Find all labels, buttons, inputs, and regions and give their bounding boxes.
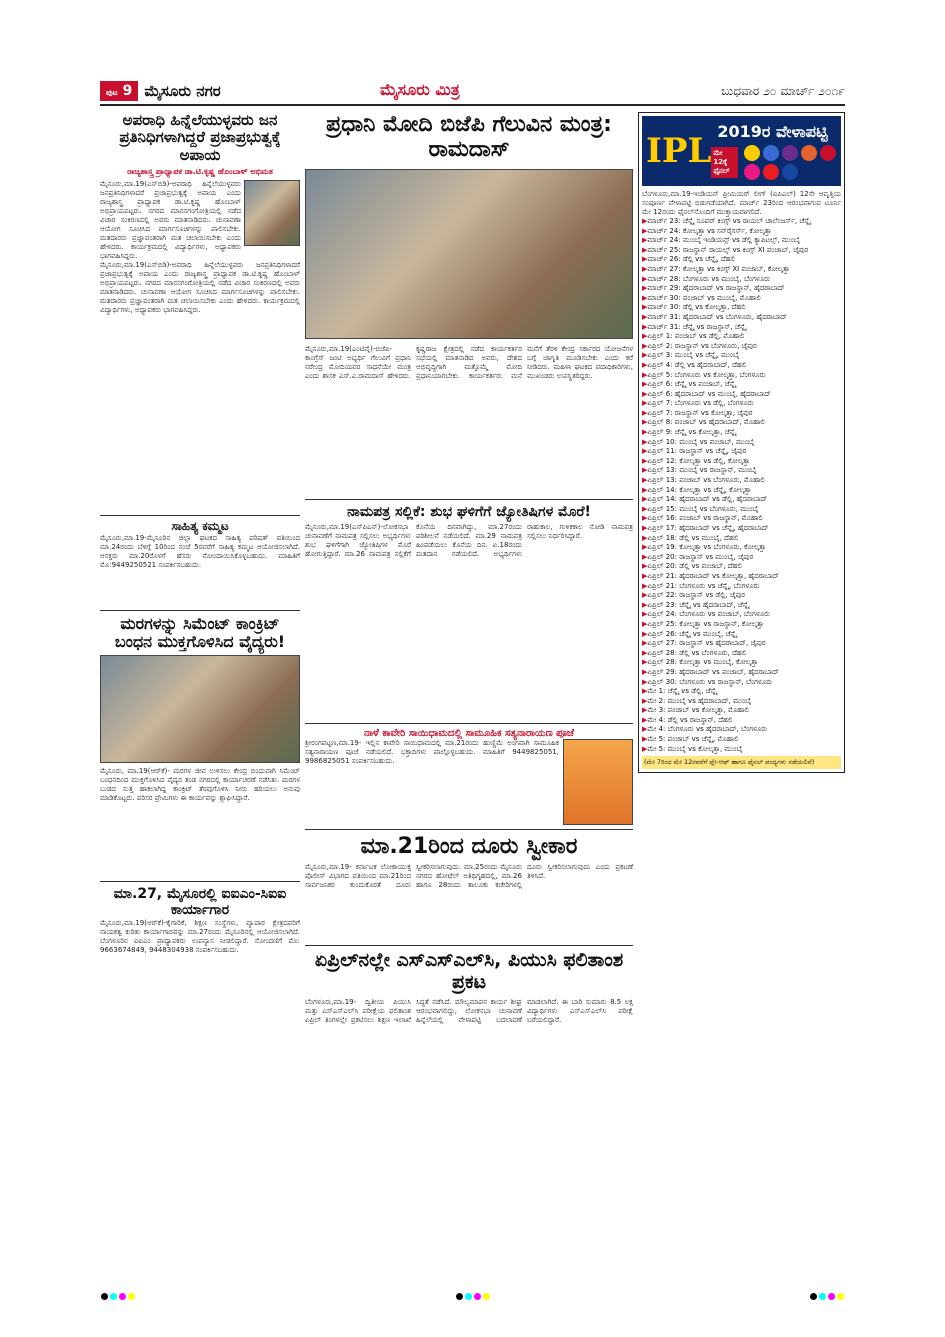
ipl-intro: ಬೆಂಗಳೂರು,ಮಾ.19-ಇಂಡಿಯನ್ ಪ್ರೀಮಿಯರ್ ಲೀಗ್ (ಐಪಿಎಲ್) 12ನೇ ಆವೃತ್ತಿಯ ಸಂಪೂರ್ಣ ವೇಳಾಪಟ್ಟಿ ಬಿಡುಗಡೆಯಾಗಿದೆ. ಮಾರ್ಚ್ 23ರಿಂದ ಆರಂಭವಾಗುವ ಟೂರ್ನಿ ಮೇ 12ರಂದು ಫೈನಲ್‌ನೊಂದಿಗೆ ಮುಕ್ತಾಯವಾಗಲಿದೆ. bbox=[642, 190, 844, 216]
schedule-item: ▶ ಏಪ್ರಿಲ್ 11: ರಾಜಸ್ಥಾನ್ vs ಚೆನ್ನೈ, ಜೈಪುರ bbox=[642, 447, 841, 457]
schedule-item: ▶ ಮೇ 1: ಚೆನ್ನೈ vs ಡೆಲ್ಲಿ, ಚೆನ್ನೈ bbox=[642, 687, 841, 697]
schedule-item: ▶ ಏಪ್ರಿಲ್ 29: ಹೈದರಾಬಾದ್ vs ಪಂಜಾಬ್, ಹೈದರಾಬಾದ್ bbox=[642, 668, 841, 678]
schedule-item: ▶ ಮಾರ್ಚ್ 31: ಹೈದರಾಬಾದ್ vs ಬೆಂಗಳೂರು, ಹೈದರಾಬಾದ್ bbox=[642, 313, 841, 323]
story-complaint-headline: ಮಾ.21ರಿಂದ ದೂರು ಸ್ವೀಕಾರ bbox=[360, 834, 578, 860]
schedule-item: ▶ ಏಪ್ರಿಲ್ 16: ಪಂಜಾಬ್ vs ರಾಜಸ್ಥಾನ್, ಮೊಹಾಲಿ bbox=[642, 514, 841, 524]
sai-baba-photo bbox=[563, 739, 633, 825]
story3-photo bbox=[100, 655, 300, 763]
registration-marks bbox=[100, 1285, 845, 1304]
final-badge: ಮೇ 12ಕ್ಕೆ ಫೈನಲ್ bbox=[711, 147, 738, 178]
team-logo-icon bbox=[782, 145, 798, 161]
schedule-item: ▶ ಏಪ್ರಿಲ್ 28: ಕೋಲ್ಕತ್ತಾ vs ಮುಂಬೈ, ಕೋಲ್ಕತ್ತಾ bbox=[642, 658, 841, 668]
schedule-item: ▶ ಏಪ್ರಿಲ್ 1: ಪಂಜಾಬ್ vs ಡೆಲ್ಲಿ, ಮೊಹಾಲಿ bbox=[642, 332, 841, 342]
schedule-item: ▶ ಮೇ 5: ಪಂಜಾಬ್ vs ಚೆನ್ನೈ, ಮೊಹಾಲಿ bbox=[642, 735, 841, 745]
page-number-badge: ಪುಟ 9 bbox=[100, 81, 138, 101]
schedule-item: ▶ ಏಪ್ರಿಲ್ 12: ಕೋಲ್ಕತ್ತಾ vs ಡೆಲ್ಲಿ, ಕೋಲ್ಕತ್ತಾ bbox=[642, 457, 841, 467]
portrait-photo bbox=[244, 180, 300, 246]
schedule-item: ▶ ಏಪ್ರಿಲ್ 18: ಡೆಲ್ಲಿ vs ಮುಂಬೈ, ದೆಹಲಿ bbox=[642, 534, 841, 544]
schedule-item: ▶ ಏಪ್ರಿಲ್ 6: ಹೈದರಾಬಾದ್ vs ಮುಂಬೈ, ಹೈದರಾಬಾದ್ bbox=[642, 390, 841, 400]
schedule-item: ▶ ಏಪ್ರಿಲ್ 30: ಬೆಂಗಳೂರು vs ರಾಜಸ್ಥಾನ್, ಬೆಂಗಳೂರು bbox=[642, 678, 841, 688]
story-complaint-body: ಮೈಸೂರು,ಮಾ.19- ಕರ್ನಾಟಕ ಲೋಕಾಯುಕ್ತ ಪೊಲೀಸ್ ವಿಭಾಗದ ವತಿಯಿಂದ ಮಾ.21ರಿಂದ ಸಾರ್ವಜನಿಕರ ಕುಂದುಕೊರತೆ ದೂರು ಸ್ವೀಕರಿಸಲಾಗುವುದು. ಮಾ.25ರಂದು ಮೈಸೂರು ನಗರದ ಹೋಟೆಲ್ ಅತಿಥಿಗೃಹದಲ್ಲಿ, ಮಾ.26 ಹಾಗೂ 28ರಂದು ತಾಲೂಕು ಕಚೇರಿಗಳಲ್ಲಿ ದೂರು ಸ್ವೀಕರಿಸಲಾಗುವುದು ಎಂದು ಪ್ರಕಟಣೆ ತಿಳಿಸಿದೆ. bbox=[305, 863, 636, 890]
schedule-item: ▶ ಏಪ್ರಿಲ್ 13: ಮುಂಬೈ vs ರಾಜಸ್ಥಾನ್, ಮುಂಬೈ bbox=[642, 466, 841, 476]
schedule-item: ▶ ಏಪ್ರಿಲ್ 20: ಡೆಲ್ಲಿ vs ಪಂಜಾಬ್, ದೆಹಲಿ bbox=[642, 562, 841, 572]
schedule-item: ▶ ಮೇ 3: ಪಂಜಾಬ್ vs ಕೋಲ್ಕತ್ತಾ, ಮೊಹಾಲಿ bbox=[642, 706, 841, 716]
team-logo-icon bbox=[763, 145, 779, 161]
schedule-item: ▶ ಮಾರ್ಚ್ 28: ಬೆಂಗಳೂರು vs ಮುಂಬೈ, ಬೆಂಗಳೂರು bbox=[642, 275, 841, 285]
schedule-item: ▶ ಏಪ್ರಿಲ್ 22: ರಾಜಸ್ಥಾನ್ vs ಡೆಲ್ಲಿ, ಜೈಪುರ bbox=[642, 591, 841, 601]
story4-body: ಮೈಸೂರು,ಮಾ.19(ಆರ್‌ಕೆ)-ಕೈಗಾರಿಕೆ, ಶಿಕ್ಷಣ ಸಂಸ್ಥೆಗಳು, ವ್ಯಾಪಾರ ಕ್ಷೇತ್ರದವರಿಗೆ ನಾಯಕತ್ವ ಕುರಿತು ಕಾರ್ಯಾಗಾರವನ್ನು ಮಾ.27ರಂದು ಮೈಸೂರಿನಲ್ಲಿ ಆಯೋಜಿಸಲಾಗಿದೆ. ಬೆಂಗಳೂರಿನ ಐಐಎಂ ಪ್ರಾಧ್ಯಾಪಕರು ಉಪನ್ಯಾಸ ನೀಡಲಿದ್ದಾರೆ. ನೋಂದಣಿಗೆ ಮೊ: 9663674849, 9448304938 ಸಂಪರ್ಕಿಸಬಹುದು. bbox=[100, 918, 303, 954]
schedule-item: ▶ ಏಪ್ರಿಲ್ 4: ಡೆಲ್ಲಿ vs ಹೈದರಾಬಾದ್, ದೆಹಲಿ bbox=[642, 361, 841, 371]
team-logo-icon bbox=[820, 145, 836, 161]
schedule-item: ▶ ಮೇ 5: ಮುಂಬೈ vs ಕೋಲ್ಕತ್ತಾ, ಮುಂಬೈ bbox=[642, 745, 841, 755]
schedule-item: ▶ ಮಾರ್ಚ್ 29: ಹೈದರಾಬಾದ್ vs ರಾಜಸ್ಥಾನ್, ಹೈದರಾಬಾದ್ bbox=[642, 284, 841, 294]
story-pooja-headline: ನಾಳೆ ಕಾವೇರಿ ಸಾಯಿಧಾಮದಲ್ಲಿ ಸಾಮೂಹಿಕ ಸತ್ಯನಾರಾಯಣ ಪೂಜೆ bbox=[363, 727, 575, 739]
ipl-banner bbox=[642, 116, 841, 186]
ipl-title: 2019ರ ವೇಳಾಪಟ್ಟಿ bbox=[717, 122, 828, 141]
schedule-item: ▶ ಏಪ್ರಿಲ್ 24: ಬೆಂಗಳೂರು vs ಪಂಜಾಬ್, ಬೆಂಗಳೂರು bbox=[642, 610, 841, 620]
story-nomination-headline: ನಾಮಪತ್ರ ಸಲ್ಲಿಕೆ: ಶುಭ ಘಳಿಗೆಗೆ ಜ್ಯೋತಿಷಿಗಳ ಮೊರೆ! bbox=[347, 503, 591, 520]
story-results-body: ಬೆಂಗಳೂರು,ಮಾ.19- ದ್ವಿತೀಯ ಪಿಯುಸಿ ಮತ್ತು ಎಸ್‌ಎಸ್‌ಎಲ್‌ಸಿ ಪರೀಕ್ಷೆಯ ಫಲಿತಾಂಶ ಏಪ್ರಿಲ್ ತಿಂಗಳಲ್ಲೇ ಪ್ರಕಟಿಸಲು ಶಿಕ್ಷಣ ಇಲಾಖೆ ಸಿದ್ಧತೆ ನಡೆಸಿದೆ. ಮೌಲ್ಯಮಾಪನ ಕಾರ್ಯ ಶೀಘ್ರ ಆರಂಭವಾಗಲಿದ್ದು, ಲೋಕಸಭಾ ಚುನಾವಣೆ ಹಿನ್ನೆಲೆಯಲ್ಲಿ ವೇಳಾಪಟ್ಟಿ ಬದಲಾವಣೆ ಮಾಡಲಾಗಿದೆ. ಈ ಬಾರಿ ಸುಮಾರು 8.5 ಲಕ್ಷ ವಿದ್ಯಾರ್ಥಿಗಳು ಎಸ್‌ಎಸ್‌ಎಲ್‌ಸಿ ಪರೀಕ್ಷೆ ಬರೆಯಲಿದ್ದಾರೆ. bbox=[305, 998, 636, 1025]
left-column bbox=[100, 111, 303, 1089]
story1-subhead: ರಾಜ್ಯಶಾಸ್ತ್ರ ಪ್ರಾಧ್ಯಾಪಕ ಡಾ.ಟಿ.ಕೃಷ್ಣ ಹೊಂಬಾಳ್ ಅಭಿಮತ bbox=[127, 166, 273, 176]
story1-body-cont: ಮೈಸೂರು,ಮಾ.19(ಎಸ್‌ಬಿಡಿ)-ಅಪರಾಧಿ ಹಿನ್ನೆಲೆಯುಳ್ಳವರು ಜನಪ್ರತಿನಿಧಿಗಳಾದರೆ ಪ್ರಜಾಪ್ರಭುತ್ವಕ್ಕೆ ಅಪಾಯ ಎಂದು ರಾಜ್ಯಶಾಸ್ತ್ರ ಪ್ರಾಧ್ಯಾಪಕ ಡಾ.ಟಿ.ಕೃಷ್ಣ ಹೊಂಬಾಳ್ ಅಭಿಪ್ರಾಯಪಟ್ಟರು. ನಗರದ ಮಾನಸಗಂಗೋತ್ರಿಯಲ್ಲಿ ನಡೆದ ವಿಚಾರ ಸಂಕಿರಣದಲ್ಲಿ ಅವರು ಮಾತನಾಡಿದರು. ಚುನಾವಣಾ ಆಯೋಗ ಸೂಚಿಸಿದ ಮಾರ್ಗಸೂಚಿಗಳನ್ನು ಪಾಲಿಸಬೇಕು. ಮತದಾರರು ಪ್ರಜ್ಞಾವಂತರಾಗಿ ಮತ ಚಲಾಯಿಸಬೇಕು ಎಂದು ಹೇಳಿದರು. ಕಾರ್ಯಕ್ರಮದಲ್ಲಿ ವಿದ್ಯಾರ್ಥಿಗಳು, ಅಧ್ಯಾಪಕರು ಭಾಗವಹಿಸಿದ್ದರು. bbox=[100, 260, 303, 314]
story2-headline: ಸಾಹಿತ್ಯ ಕಮ್ಮಟ bbox=[171, 518, 229, 533]
schedule-item: ▶ ಏಪ್ರಿಲ್ 21: ಹೈದರಾಬಾದ್ vs ಕೋಲ್ಕತ್ತಾ, ಹೈದರಾಬಾದ್ bbox=[642, 572, 841, 582]
schedule-item: ▶ ಏಪ್ರಿಲ್ 9: ಚೆನ್ನೈ vs ಕೋಲ್ಕತ್ತಾ, ಚೆನ್ನೈ bbox=[642, 428, 841, 438]
schedule-item: ▶ ಏಪ್ರಿಲ್ 6: ಚೆನ್ನೈ vs ಪಂಜಾಬ್, ಚೆನ್ನೈ bbox=[642, 380, 841, 390]
story-results-headline: ಏಪ್ರಿಲ್‌ನಲ್ಲೇ ಎಸ್‌ಎಸ್‌ಎಲ್‌ಸಿ, ಪಿಯುಸಿ ಫಲಿತಾಂಶ ಪ್ರಕಟ bbox=[314, 949, 624, 994]
schedule-item: ▶ ಮಾರ್ಚ್ 31: ಚೆನ್ನೈ vs ರಾಜಸ್ಥಾನ್, ಚೆನ್ನೈ bbox=[642, 323, 841, 333]
schedule-item: ▶ ಮಾರ್ಚ್ 27: ಕೋಲ್ಕತ್ತಾ vs ಕಿಂಗ್ಸ್ XI ಪಂಜಾಬ್, ಕೋಲ್ಕತ್ತಾ bbox=[642, 265, 841, 275]
team-logos bbox=[744, 145, 837, 180]
schedule-item: ▶ ಮಾರ್ಚ್ 23: ಚೆನ್ನೈ ಸೂಪರ್ ಕಿಂಗ್ಸ್ vs ರಾಯಲ್ ಚಾಲೆಂಜರ್ಸ್, ಚೆನ್ನೈ bbox=[642, 217, 841, 227]
story-pooja-body: ಶ್ರೀರಂಗಪಟ್ಟಣ,ಮಾ.19- ಇಲ್ಲಿನ ಕಾವೇರಿ ಸಾಯಿಧಾಮದಲ್ಲಿ ಮಾ.21ರಂದು ಹುಣ್ಣಿಮೆ ಅಂಗವಾಗಿ ಸಾಮೂಹಿಕ ಸತ್ಯನಾರಾಯಣ ಪೂಜೆ ನಡೆಯಲಿದೆ. ಭಕ್ತಾದಿಗಳು ಪಾಲ್ಗೊಳ್ಳಬಹುದು. ಮಾಹಿತಿಗೆ 9449825051, 9986825051 ಸಂಪರ್ಕಿಸಬಹುದು. bbox=[305, 739, 562, 766]
story4-headline: ಮಾ.27, ಮೈಸೂರಲ್ಲಿ ಐಐಎಂ-ಸಿಐಐ ಕಾರ್ಯಾಗಾರ bbox=[113, 886, 287, 919]
issue-date: ಬುಧವಾರ ೨೦ ಮಾರ್ಚ್ ೨೦೧೯ bbox=[721, 84, 845, 98]
schedule-item: ▶ ಏಪ್ರಿಲ್ 23: ಚೆನ್ನೈ vs ಹೈದರಾಬಾದ್, ಚೆನ್ನೈ bbox=[642, 601, 841, 611]
masthead: ಮೈಸೂರು ಮಿತ್ರ bbox=[380, 80, 460, 99]
schedule-item: ▶ ಏಪ್ರಿಲ್ 25: ಕೋಲ್ಕತ್ತಾ vs ರಾಜಸ್ಥಾನ್, ಕೋಲ್ಕತ್ತಾ bbox=[642, 620, 841, 630]
story3-body: ಮೈಸೂರು, ಮಾ.19(ಆರ್‌ಕೆ)- ಮರಗಳ ಜೀವ ಉಳಿಸಲು ಕೇಂದ್ರ ಬಿಂದುವಾಗಿ ಸಿಮೆಂಟ್ ಬಂಧನದಿಂದ ಮುಕ್ತಗೊಳಿಸಿದ ವೈದ್ಯರ ತಂಡ ನಗರದಲ್ಲಿ ಕಾರ್ಯಾಚರಣೆ ನಡೆಸಿತು. ಮರಗಳ ಬುಡದ ಸುತ್ತ ಹಾಕಲಾಗಿದ್ದ ಕಾಂಕ್ರಿಟ್ ತೆರವುಗೊಳಿಸಿ ನೀರು ಹರಿಯಲು ಅನುವು ಮಾಡಿಕೊಟ್ಟರು. ಪರಿಸರ ಪ್ರೇಮಿಗಳು ಈ ಕಾರ್ಯವನ್ನು ಶ್ಲಾಘಿಸಿದ್ದಾರೆ. bbox=[100, 767, 303, 803]
schedule-item: ▶ ಏಪ್ರಿಲ್ 3: ಮುಂಬೈ vs ಚೆನ್ನೈ, ಮುಂಬೈ bbox=[642, 351, 841, 361]
story3-headline: ಮರಗಳನ್ನು ಸಿಮೆಂಟ್ ಕಾಂಕ್ರಿಟ್ ಬಂಧನ ಮುಕ್ತಗೊಳಿಸಿದ ವೈದ್ಯರು! bbox=[114, 613, 286, 651]
story-nomination-body: ಮೈಸೂರು,ಮಾ.19(ಎಸ್‌ಪಿಎನ್)-ಲೋಕಸಭಾ ಚುನಾವಣೆಗೆ ನಾಮಪತ್ರ ಸಲ್ಲಿಸಲು ಅಭ್ಯರ್ಥಿಗಳು ಶುಭ ಘಳಿಗೆಗಾಗಿ ಜ್ಯೋತಿಷಿಗಳ ಮೊರೆ ಹೋಗುತ್ತಿದ್ದಾರೆ. ಮಾ.26 ನಾಮಪತ್ರ ಸಲ್ಲಿಕೆಗೆ ಕೊನೆಯ ದಿನವಾಗಿದ್ದು, ಮಾ.27ರಂದು ಪರಿಶೀಲನೆ ನಡೆಯಲಿದೆ. ಮಾ.29 ನಾಮಪತ್ರ ಹಿಂಪಡೆಯಲು ಕೊನೆಯ ದಿನ. ಏ.18ರಂದು ಮತದಾನ ನಡೆಯಲಿದೆ. ಅಭ್ಯರ್ಥಿಗಳು ರಾಹುಕಾಲ, ಗುಳಿಕಕಾಲ ನೋಡಿ ನಾಮಪತ್ರ ಸಲ್ಲಿಸಲು ನಿರ್ಧರಿಸಿದ್ದಾರೆ. bbox=[305, 522, 636, 558]
team-logo-icon bbox=[782, 164, 798, 180]
schedule-item: ▶ ಏಪ್ರಿಲ್ 19: ಕೋಲ್ಕತ್ತಾ vs ಬೆಂಗಳೂರು, ಕೋಲ್ಕತ್ತಾ bbox=[642, 543, 841, 553]
schedule-item: ▶ ಮಾರ್ಚ್ 30: ಡೆಲ್ಲಿ vs ಕೋಲ್ಕತ್ತಾ, ದೆಹಲಿ bbox=[642, 303, 841, 313]
lead-photo bbox=[305, 169, 633, 339]
page-header bbox=[100, 78, 845, 106]
schedule-item: ▶ ಏಪ್ರಿಲ್ 21: ಬೆಂಗಳೂರು vs ಚೆನ್ನೈ, ಬೆಂಗಳೂರು bbox=[642, 582, 841, 592]
schedule-item: ▶ ಏಪ್ರಿಲ್ 7: ರಾಜಸ್ಥಾನ್ vs ಕೋಲ್ಕತ್ತಾ, ಜೈಪುರ bbox=[642, 409, 841, 419]
story1-body: ಮೈಸೂರು,ಮಾ.19(ಎಸ್‌ಬಿಡಿ)-ಅಪರಾಧಿ ಹಿನ್ನೆಲೆಯುಳ್ಳವರು ಜನಪ್ರತಿನಿಧಿಗಳಾದರೆ ಪ್ರಜಾಪ್ರಭುತ್ವಕ್ಕೆ ಅಪಾಯ ಎಂದು ರಾಜ್ಯಶಾಸ್ತ್ರ ಪ್ರಾಧ್ಯಾಪಕ ಡಾ.ಟಿ.ಕೃಷ್ಣ ಹೊಂಬಾಳ್ ಅಭಿಪ್ರಾಯಪಟ್ಟರು. ನಗರದ ಮಾನಸಗಂಗೋತ್ರಿಯಲ್ಲಿ ನಡೆದ ವಿಚಾರ ಸಂಕಿರಣದಲ್ಲಿ ಅವರು ಮಾತನಾಡಿದರು. ಚುನಾವಣಾ ಆಯೋಗ ಸೂಚಿಸಿದ ಮಾರ್ಗಸೂಚಿಗಳನ್ನು ಪಾಲಿಸಬೇಕು. ಮತದಾರರು ಪ್ರಜ್ಞಾವಂತರಾಗಿ ಮತ ಚಲಾಯಿಸಬೇಕು ಎಂದು ಹೇಳಿದರು. ಕಾರ್ಯಕ್ರಮದಲ್ಲಿ ವಿದ್ಯಾರ್ಥಿಗಳು, ಅಧ್ಯಾಪಕರು ಭಾಗವಹಿಸಿದ್ದರು. bbox=[100, 179, 244, 260]
lead-body: ಮೈಸೂರು,ಮಾ.19(ಎಂಟಿವೈ)-ಬಿಜೆಪಿ-ಕಾಂಗ್ರೆಸ್ ಜಂಟಿ ಅಭ್ಯರ್ಥಿ ಗೆಲುವಿಗೆ ಪ್ರಧಾನಿ ನರೇಂದ್ರ ಮೋದಿಯವರ ಸಾಧನೆಯೇ ಮಂತ್ರ ಎಂದು ಶಾಸಕ ಎಸ್.ಎ.ರಾಮದಾಸ್ ಹೇಳಿದರು. ಕೃಷ್ಣರಾಜ ಕ್ಷೇತ್ರದಲ್ಲಿ ನಡೆದ ಕಾರ್ಯಕರ್ತರ ಸಭೆಯಲ್ಲಿ ಮಾತನಾಡಿದ ಅವರು, ದೇಶದ ಅಭಿವೃದ್ಧಿಗಾಗಿ ಮತ್ತೊಮ್ಮೆ ಮೋದಿ ಪ್ರಧಾನಿಯಾಗಬೇಕು. ಕಾರ್ಯಕರ್ತರು ಮನೆ ಮನೆಗೆ ತೆರಳಿ ಕೇಂದ್ರ ಸರ್ಕಾರದ ಯೋಜನೆಗಳ ಬಗ್ಗೆ ಜಾಗೃತಿ ಮೂಡಿಸಬೇಕು ಎಂದು ಕರೆ ನೀಡಿದರು. ಮಹಿಳಾ ಘಟಕದ ಪದಾಧಿಕಾರಿಗಳು, ಮುಖಂಡರು ಉಪಸ್ಥಿತರಿದ್ದರು. bbox=[305, 344, 636, 380]
schedule-item: ▶ ಏಪ್ರಿಲ್ 10: ಮುಂಬೈ vs ಪಂಜಾಬ್, ಮುಂಬೈ bbox=[642, 438, 841, 448]
schedule-item: ▶ ಮಾರ್ಚ್ 30: ಪಂಜಾಬ್ vs ಮುಂಬೈ, ಮೊಹಾಲಿ bbox=[642, 294, 841, 304]
center-column bbox=[305, 112, 636, 1148]
schedule-item: ▶ ಮೇ 4: ಡೆಲ್ಲಿ vs ರಾಜಸ್ಥಾನ್, ದೆಹಲಿ bbox=[642, 716, 841, 726]
schedule-item: ▶ ಏಪ್ರಿಲ್ 17: ಹೈದರಾಬಾದ್ vs ಚೆನ್ನೈ, ಹೈದರಾಬಾದ್ bbox=[642, 524, 841, 534]
team-logo-icon bbox=[801, 145, 817, 161]
schedule-item: ▶ ಮೇ 4: ಬೆಂಗಳೂರು vs ಹೈದರಾಬಾದ್, ಬೆಂಗಳೂರು bbox=[642, 725, 841, 735]
section-title: ಮೈಸೂರು ನಗರ bbox=[144, 82, 221, 100]
schedule-item: ▶ ಮೇ 2: ಮುಂಬೈ vs ಹೈದರಾಬಾದ್, ಮುಂಬೈ bbox=[642, 697, 841, 707]
schedule-item: ▶ ಏಪ್ರಿಲ್ 8: ಪಂಜಾಬ್ vs ಹೈದರಾಬಾದ್, ಮೊಹಾಲಿ bbox=[642, 418, 841, 428]
newspaper-page bbox=[100, 78, 845, 1278]
schedule-item: ▶ ಏಪ್ರಿಲ್ 28: ಡೆಲ್ಲಿ vs ಬೆಂಗಳೂರು, ದೆಹಲಿ bbox=[642, 649, 841, 659]
ipl-footer-note: (ಮೇ 7ರಿಂದ ಮೇ 12ರವರೆಗೆ ಪ್ಲೇ-ಆಫ್ ಹಾಗೂ ಫೈನಲ್ ಪಂದ್ಯಗಳು ನಡೆಯಲಿವೆ) bbox=[642, 756, 841, 769]
team-logo-icon bbox=[744, 164, 760, 180]
story2-body: ಮೈಸೂರು,ಮಾ.19-ಮೈಸೂರಿನ ಜಿಲ್ಲಾ ಘಟಕದ ಸಾಹಿತ್ಯ ಪರಿಷತ್ ವತಿಯಿಂದ ಮಾ.24ರಂದು ಬೆಳಿಗ್ಗೆ 10ರಿಂದ ಸಂಜೆ 5ರವರೆಗೆ ಸಾಹಿತ್ಯ ಕಮ್ಮಟ ಆಯೋಜಿಸಲಾಗಿದೆ. ಆಸಕ್ತರು ಮಾ.20ರೊಳಗೆ ಹೆಸರು ನೋಂದಾಯಿಸಿಕೊಳ್ಳಬಹುದು. ಮಾಹಿತಿಗೆ ಮೊ:9449250521 ಸಂಪರ್ಕಿಸಬಹುದು. bbox=[100, 533, 303, 569]
story1-headline: ಅಪರಾಧಿ ಹಿನ್ನೆಲೆಯುಳ್ಳವರು ಜನ ಪ್ರತಿನಿಧಿಗಳಾಗಿದ್ದರೆ ಪ್ರಜಾಪ್ರಭುತ್ವಕ್ಕೆ ಅಪಾಯ bbox=[119, 111, 281, 164]
schedule-item: ▶ ಏಪ್ರಿಲ್ 26: ಚೆನ್ನೈ vs ಮುಂಬೈ, ಚೆನ್ನೈ bbox=[642, 630, 841, 640]
schedule-item: ▶ ಏಪ್ರಿಲ್ 14: ಹೈದರಾಬಾದ್ vs ಡೆಲ್ಲಿ, ಹೈದರಾಬಾದ್ bbox=[642, 495, 841, 505]
schedule-item: ▶ ಏಪ್ರಿಲ್ 27: ರಾಜಸ್ಥಾನ್ vs ಹೈದರಾಬಾದ್, ಜೈಪುರ bbox=[642, 639, 841, 649]
schedule-item: ▶ ಏಪ್ರಿಲ್ 7: ಬೆಂಗಳೂರು vs ಡೆಲ್ಲಿ, ಬೆಂಗಳೂರು bbox=[642, 399, 841, 409]
schedule-item: ▶ ಏಪ್ರಿಲ್ 14: ಕೋಲ್ಕತ್ತಾ vs ಚೆನ್ನೈ, ಕೋಲ್ಕತ್ತಾ bbox=[642, 486, 841, 496]
team-logo-icon bbox=[744, 145, 760, 161]
schedule-item: ▶ ಮಾರ್ಚ್ 25: ರಾಜಸ್ಥಾನ್ ರಾಯಲ್ಸ್ vs ಕಿಂಗ್ಸ್ XI ಪಂಜಾಬ್, ಜೈಪುರ bbox=[642, 246, 841, 256]
schedule-item: ▶ ಮಾರ್ಚ್ 24: ಮುಂಬೈ ಇಂಡಿಯನ್ಸ್ vs ಡೆಲ್ಲಿ ಕ್ಯಾಪಿಟಲ್ಸ್, ಮುಂಬೈ bbox=[642, 236, 841, 246]
team-logo-icon bbox=[763, 164, 779, 180]
schedule-item: ▶ ಏಪ್ರಿಲ್ 13: ಪಂಜಾಬ್ vs ಬೆಂಗಳೂರು, ಮೊಹಾಲಿ bbox=[642, 476, 841, 486]
schedule-item: ▶ ಏಪ್ರಿಲ್ 2: ರಾಜಸ್ಥಾನ್ vs ಬೆಂಗಳೂರು, ಜೈಪುರ bbox=[642, 342, 841, 352]
schedule-item: ▶ ಏಪ್ರಿಲ್ 5: ಬೆಂಗಳೂರು vs ಕೋಲ್ಕತ್ತಾ, ಬೆಂಗಳೂರು bbox=[642, 371, 841, 381]
schedule-item: ▶ ಏಪ್ರಿಲ್ 15: ಮುಂಬೈ vs ಬೆಂಗಳೂರು, ಮುಂಬೈ bbox=[642, 505, 841, 515]
lead-headline: ಪ್ರಧಾನಿ ಮೋದಿ ಬಿಜೆಪಿ ಗೆಲುವಿನ ಮಂತ್ರ: ರಾಮದಾಸ್ bbox=[326, 112, 612, 163]
ipl-logo-text: IPL bbox=[646, 131, 712, 171]
schedule-item: ▶ ಮಾರ್ಚ್ 24: ಕೋಲ್ಕತ್ತಾ vs ಸನ್‌ರೈಸರ್ಸ್, ಕೋಲ್ಕತ್ತಾ bbox=[642, 227, 841, 237]
schedule-item: ▶ ಮಾರ್ಚ್ 26: ಡೆಲ್ಲಿ vs ಚೆನ್ನೈ, ದೆಹಲಿ bbox=[642, 255, 841, 265]
ipl-schedule-list bbox=[642, 217, 841, 754]
schedule-item: ▶ ಏಪ್ರಿಲ್ 20: ರಾಜಸ್ಥಾನ್ vs ಮುಂಬೈ, ಜೈಪುರ bbox=[642, 553, 841, 563]
ipl-schedule-box bbox=[638, 112, 845, 773]
